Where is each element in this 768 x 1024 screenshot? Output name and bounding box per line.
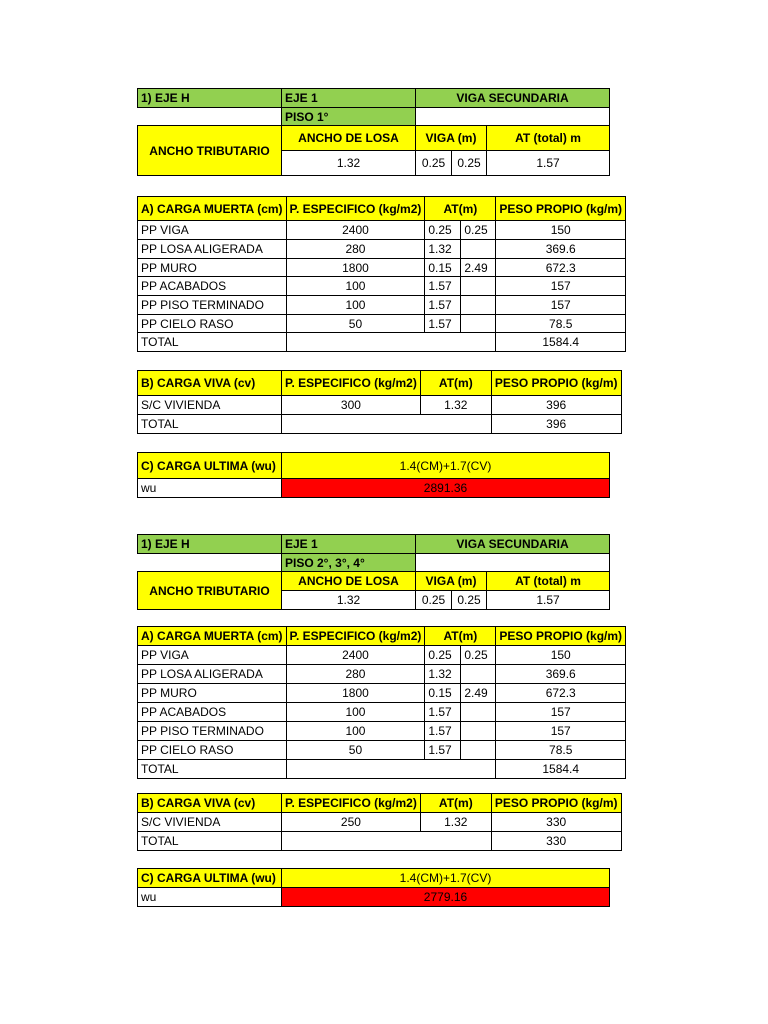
blank-cell <box>138 108 282 126</box>
ancho-tributario-label: ANCHO TRIBUTARIO <box>138 572 282 610</box>
at-total-header: AT (total) m <box>487 126 610 151</box>
at-total-value: 1.57 <box>487 591 610 610</box>
at-header: AT(m) <box>420 794 491 813</box>
row-pe: 50 <box>286 315 425 333</box>
row-pp: 369.6 <box>496 665 626 684</box>
ancho-losa-header: ANCHO DE LOSA <box>282 572 416 591</box>
row-pe: 100 <box>286 703 425 722</box>
row-pp: 78.5 <box>496 741 626 760</box>
row-name: PP VIGA <box>138 646 287 665</box>
pp-header: PESO PROPIO (kg/m) <box>491 794 621 813</box>
eje-h-cell: 1) EJE H <box>138 89 282 108</box>
pe-header: P. ESPECIFICO (kg/m2) <box>286 627 425 646</box>
table-row <box>138 315 626 333</box>
section-piso-1 <box>137 88 610 176</box>
row-pp: 157 <box>496 296 626 315</box>
piso-cell: PISO 2°, 3°, 4° <box>282 554 416 572</box>
table-row <box>138 722 626 741</box>
eje-h-cell: 1) EJE H <box>138 535 282 554</box>
total-label: TOTAL <box>138 415 282 434</box>
row-at: 1.32 <box>420 396 491 415</box>
row-pp: 672.3 <box>496 684 626 703</box>
total-value: 330 <box>491 832 621 851</box>
blank-cell <box>286 760 496 779</box>
wu-label: wu <box>138 479 282 498</box>
row-pp: 672.3 <box>496 259 626 277</box>
table-row <box>138 665 626 684</box>
table-row <box>138 296 626 315</box>
row-name: PP VIGA <box>138 221 287 240</box>
row-name: S/C VIVIENDA <box>138 396 282 415</box>
row-pe: 100 <box>286 296 425 315</box>
ancho-tributario-label: ANCHO TRIBUTARIO <box>138 126 282 176</box>
live-load-table <box>137 370 622 434</box>
viga-header: VIGA (m) <box>416 572 487 591</box>
ancho-losa-header: ANCHO DE LOSA <box>282 126 416 151</box>
row-pp: 396 <box>491 396 621 415</box>
row-pe: 300 <box>282 396 421 415</box>
row-at2 <box>461 722 496 741</box>
row-at1: 1.57 <box>425 277 461 296</box>
viga-h-value: 0.25 <box>452 591 487 610</box>
row-pe: 100 <box>286 722 425 741</box>
row-pp: 157 <box>496 722 626 741</box>
ultimate-load-label: C) CARGA ULTIMA (wu) <box>138 453 282 479</box>
table-row <box>138 277 626 296</box>
header-table <box>137 88 610 176</box>
row-name: PP ACABADOS <box>138 277 287 296</box>
dead-load-table <box>137 626 626 779</box>
row-name: PP CIELO RASO <box>138 315 287 333</box>
row-name: S/C VIVIENDA <box>138 813 282 832</box>
row-pe: 280 <box>286 665 425 684</box>
wu-label: wu <box>138 888 282 907</box>
total-value: 396 <box>491 415 621 434</box>
row-name: PP LOSA ALIGERADA <box>138 665 287 684</box>
dead-load-table <box>137 196 626 352</box>
pe-header: P. ESPECIFICO (kg/m2) <box>286 197 425 221</box>
dead-load-block <box>137 626 626 779</box>
table-row <box>138 221 626 240</box>
ultimate-load-table <box>137 868 610 907</box>
viga-header: VIGA (m) <box>416 126 487 151</box>
ultimate-load-table <box>137 452 610 498</box>
row-at2: 2.49 <box>461 684 496 703</box>
at-total-value: 1.57 <box>487 151 610 176</box>
table-row <box>138 396 622 415</box>
total-value: 1584.4 <box>496 333 626 352</box>
ultimate-load-label: C) CARGA ULTIMA (wu) <box>138 869 282 888</box>
row-at1: 1.57 <box>425 722 461 741</box>
blank-cell <box>286 333 496 352</box>
row-pp: 150 <box>496 646 626 665</box>
row-at2 <box>461 741 496 760</box>
viga-b-value: 0.25 <box>416 151 452 176</box>
table-row <box>138 813 622 832</box>
pp-header: PESO PROPIO (kg/m) <box>496 627 626 646</box>
row-at2: 0.25 <box>461 646 496 665</box>
at-header: AT(m) <box>420 371 491 396</box>
table-row <box>138 741 626 760</box>
row-pp: 150 <box>496 221 626 240</box>
row-at1: 1.32 <box>425 240 461 259</box>
dead-load-block <box>137 196 626 352</box>
viga-h-value: 0.25 <box>452 151 487 176</box>
row-at2 <box>461 240 496 259</box>
at-header: AT(m) <box>425 197 496 221</box>
row-at1: 1.57 <box>425 296 461 315</box>
wu-value: 2891.36 <box>282 479 610 498</box>
row-name: PP MURO <box>138 259 287 277</box>
total-value: 1584.4 <box>496 760 626 779</box>
total-label: TOTAL <box>138 760 287 779</box>
live-load-block <box>137 793 622 851</box>
row-at1: 0.25 <box>425 646 461 665</box>
row-at1: 0.25 <box>425 221 461 240</box>
dead-load-header: A) CARGA MUERTA (cm) <box>138 627 287 646</box>
row-at2 <box>461 277 496 296</box>
table-row <box>138 259 626 277</box>
row-name: PP LOSA ALIGERADA <box>138 240 287 259</box>
row-pe: 2400 <box>286 646 425 665</box>
row-at2 <box>461 665 496 684</box>
at-total-header: AT (total) m <box>487 572 610 591</box>
row-pp: 330 <box>491 813 621 832</box>
ancho-losa-value: 1.32 <box>282 151 416 176</box>
row-pe: 100 <box>286 277 425 296</box>
row-pe: 250 <box>282 813 421 832</box>
live-load-header: B) CARGA VIVA (cv) <box>138 371 282 396</box>
row-at1: 1.57 <box>425 315 461 333</box>
table-row <box>138 646 626 665</box>
total-row <box>138 415 622 434</box>
row-at1: 1.57 <box>425 741 461 760</box>
row-pe: 1800 <box>286 684 425 703</box>
row-at1: 0.15 <box>425 684 461 703</box>
total-label: TOTAL <box>138 832 282 851</box>
row-at1: 1.32 <box>425 665 461 684</box>
row-name: PP ACABADOS <box>138 703 287 722</box>
pe-header: P. ESPECIFICO (kg/m2) <box>282 794 421 813</box>
row-at1: 1.57 <box>425 703 461 722</box>
row-at2 <box>461 296 496 315</box>
row-pe: 280 <box>286 240 425 259</box>
header-table <box>137 534 610 610</box>
blank-cell <box>282 415 492 434</box>
live-load-header: B) CARGA VIVA (cv) <box>138 794 282 813</box>
eje-1-cell: EJE 1 <box>282 535 416 554</box>
ultimate-load-block <box>137 452 610 498</box>
table-row <box>138 240 626 259</box>
row-pp: 157 <box>496 703 626 722</box>
live-load-table <box>137 793 622 851</box>
row-pp: 78.5 <box>496 315 626 333</box>
table-row <box>138 684 626 703</box>
row-name: PP MURO <box>138 684 287 703</box>
dead-load-header: A) CARGA MUERTA (cm) <box>138 197 287 221</box>
ultimate-load-block <box>137 868 610 907</box>
eje-1-cell: EJE 1 <box>282 89 416 108</box>
total-label: TOTAL <box>138 333 287 352</box>
pe-header: P. ESPECIFICO (kg/m2) <box>282 371 421 396</box>
total-row <box>138 760 626 779</box>
viga-secundaria-cell: VIGA SECUNDARIA <box>416 535 610 554</box>
ultimate-formula: 1.4(CM)+1.7(CV) <box>282 869 610 888</box>
at-header: AT(m) <box>425 627 496 646</box>
row-at2: 0.25 <box>461 221 496 240</box>
blank-cell <box>138 554 282 572</box>
row-pe: 2400 <box>286 221 425 240</box>
total-row <box>138 333 626 352</box>
row-at1: 0.15 <box>425 259 461 277</box>
row-pp: 157 <box>496 277 626 296</box>
row-at2 <box>461 315 496 333</box>
table-row <box>138 703 626 722</box>
row-name: PP PISO TERMINADO <box>138 722 287 741</box>
row-name: PP PISO TERMINADO <box>138 296 287 315</box>
row-name: PP CIELO RASO <box>138 741 287 760</box>
blank-cell <box>416 108 610 126</box>
pp-header: PESO PROPIO (kg/m) <box>496 197 626 221</box>
wu-value: 2779.16 <box>282 888 610 907</box>
pp-header: PESO PROPIO (kg/m) <box>491 371 621 396</box>
piso-cell: PISO 1° <box>282 108 416 126</box>
total-row <box>138 832 622 851</box>
row-at2: 2.49 <box>461 259 496 277</box>
blank-cell <box>282 832 492 851</box>
viga-secundaria-cell: VIGA SECUNDARIA <box>416 89 610 108</box>
viga-b-value: 0.25 <box>416 591 452 610</box>
row-pp: 369.6 <box>496 240 626 259</box>
ultimate-formula: 1.4(CM)+1.7(CV) <box>282 453 610 479</box>
ancho-losa-value: 1.32 <box>282 591 416 610</box>
row-pe: 50 <box>286 741 425 760</box>
live-load-block <box>137 370 622 434</box>
row-pe: 1800 <box>286 259 425 277</box>
row-at2 <box>461 703 496 722</box>
blank-cell <box>416 554 610 572</box>
section-piso-2-3-4 <box>137 534 610 610</box>
row-at: 1.32 <box>420 813 491 832</box>
